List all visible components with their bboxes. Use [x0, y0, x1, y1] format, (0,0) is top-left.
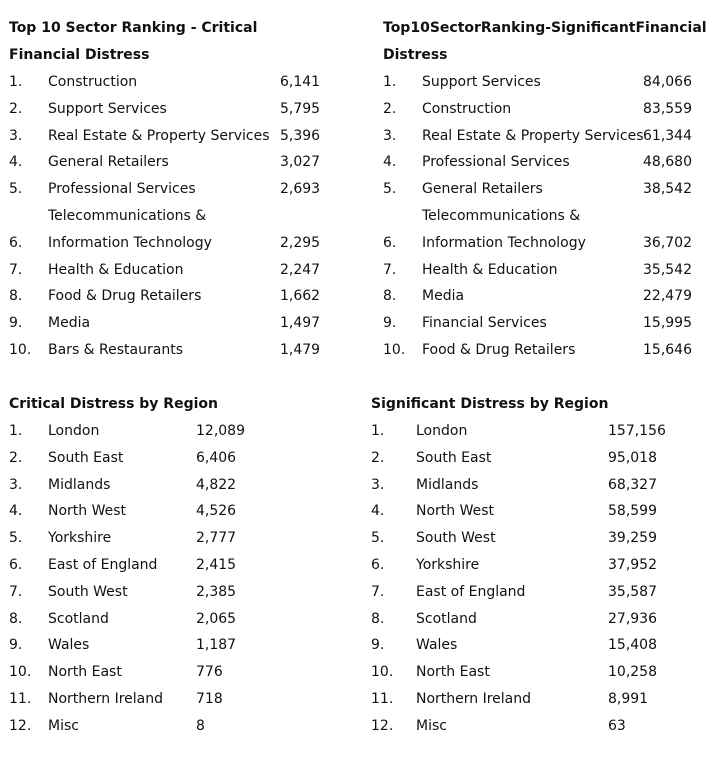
row-label: North East: [416, 664, 490, 681]
row-rank: 2.: [371, 449, 385, 466]
row-value: 1,662: [280, 288, 321, 305]
title-word: Financial: [635, 20, 707, 36]
row-rank: 9.: [9, 315, 23, 332]
row-rank: 12.: [371, 717, 394, 734]
row-label: South West: [416, 530, 496, 547]
row-rank: 7.: [371, 583, 385, 600]
row-rank: 8.: [9, 610, 23, 627]
row-label: Construction: [48, 74, 138, 90]
row-rank: 4.: [383, 154, 397, 171]
row-rank: 8.: [9, 288, 23, 305]
row-rank: 4.: [371, 503, 385, 520]
sector-critical-title-line2: Financial Distress: [9, 47, 150, 63]
row-value: 37,952: [608, 557, 657, 573]
sector-critical-title-line1: Top 10 Sector Ranking - Critical: [9, 20, 258, 36]
row-value: 36,702: [643, 234, 692, 251]
row-rank: 10.: [9, 342, 32, 358]
row-label: Real Estate & Property Services: [422, 127, 644, 144]
row-label: Misc: [416, 717, 447, 734]
row-value: 63: [608, 717, 626, 734]
row-rank: 5.: [9, 181, 23, 198]
row-label: Yorkshire: [48, 530, 112, 547]
row-value: 157,156: [608, 423, 666, 439]
row-label: Professional Services: [48, 181, 196, 198]
row-value: 2,247: [280, 261, 321, 278]
row-value: 6,141: [280, 74, 321, 90]
row-value: 15,408: [608, 637, 657, 654]
region-significant-section: [371, 391, 701, 751]
row-value: 1,187: [196, 637, 237, 654]
row-rank: 6.: [9, 557, 23, 573]
row-rank: 9.: [371, 637, 385, 654]
row-value: 27,936: [608, 610, 657, 627]
row-label: Food & Drug Retailers: [48, 288, 202, 305]
row-value: 95,018: [608, 449, 657, 466]
row-rank: 3.: [9, 127, 23, 144]
row-rank: 8.: [383, 288, 397, 305]
row-label: Midlands: [416, 476, 479, 493]
row-value: 5,396: [280, 127, 321, 144]
title-word: Top: [383, 20, 411, 36]
row-label: North West: [416, 503, 495, 520]
row-label: Information Technology: [422, 234, 586, 251]
row-label: East of England: [416, 583, 526, 600]
row-rank: 6.: [9, 234, 23, 251]
row-rank: 11.: [371, 691, 394, 707]
row-value: 6,406: [196, 449, 237, 466]
row-value: 58,599: [608, 503, 657, 520]
row-label-line1: Telecommunications &: [48, 208, 207, 224]
row-value: 2,065: [196, 610, 237, 627]
row-rank: 10.: [383, 342, 406, 358]
row-rank: 1.: [383, 74, 397, 90]
row-rank: 9.: [9, 637, 23, 654]
row-label: Real Estate & Property Services: [48, 127, 270, 144]
row-value: 2,777: [196, 530, 237, 547]
row-value: 10,258: [608, 664, 657, 681]
row-label: Northern Ireland: [48, 691, 164, 707]
row-rank: 2.: [9, 449, 23, 466]
row-value: 35,542: [643, 261, 692, 278]
sector-significant-title-line1: [383, 15, 706, 42]
row-value: 68,327: [608, 476, 657, 493]
row-label: North East: [48, 664, 122, 681]
row-label: Wales: [416, 637, 458, 654]
region-significant-title: Significant Distress by Region: [371, 396, 609, 412]
row-rank: 1.: [9, 74, 23, 90]
sector-significant-section: [383, 15, 713, 365]
row-value: 2,295: [280, 234, 321, 251]
row-value: 4,822: [196, 476, 237, 493]
row-rank: 3.: [371, 476, 385, 493]
row-rank: 10.: [371, 664, 394, 681]
row-value: 8,991: [608, 691, 649, 707]
row-rank: 4.: [9, 154, 23, 171]
row-rank: 10.: [9, 664, 32, 681]
title-word: Sector: [429, 20, 481, 36]
row-value: 15,995: [643, 315, 692, 332]
row-rank: 3.: [9, 476, 23, 493]
row-label: Health & Education: [48, 261, 184, 278]
row-rank: 7.: [9, 583, 23, 600]
row-label: Yorkshire: [416, 557, 480, 573]
row-value: 1,497: [280, 315, 321, 332]
row-value: 3,027: [280, 154, 321, 171]
row-label: South East: [48, 449, 124, 466]
title-word: Significant: [551, 20, 636, 36]
row-rank: 2.: [383, 100, 397, 117]
region-critical-title: Critical Distress by Region: [9, 396, 218, 412]
row-label: London: [416, 423, 468, 439]
row-label: South West: [48, 583, 128, 600]
row-label: Health & Education: [422, 261, 558, 278]
row-rank: 2.: [9, 100, 23, 117]
row-label: Professional Services: [422, 154, 570, 171]
row-label: South East: [416, 449, 492, 466]
row-label: General Retailers: [422, 181, 543, 198]
row-value: 39,259: [608, 530, 657, 547]
row-label: Midlands: [48, 476, 111, 493]
row-value: 22,479: [643, 288, 692, 305]
row-value: 5,795: [280, 100, 321, 117]
row-label: Wales: [48, 637, 90, 654]
row-value: 776: [196, 664, 223, 681]
row-label: East of England: [48, 557, 158, 573]
row-value: 2,385: [196, 583, 237, 600]
row-label: Financial Services: [422, 315, 547, 332]
row-value: 15,646: [643, 342, 692, 358]
row-value: 2,693: [280, 181, 321, 198]
row-rank: 9.: [383, 315, 397, 332]
row-rank: 7.: [9, 261, 23, 278]
title-word: Ranking: [480, 20, 546, 36]
sector-critical-section: [9, 15, 339, 365]
row-label: Construction: [422, 100, 512, 117]
row-value: 8: [196, 717, 205, 734]
row-label: Media: [48, 315, 91, 332]
row-rank: 3.: [383, 127, 397, 144]
row-value: 38,542: [643, 181, 692, 198]
row-label: Misc: [48, 717, 79, 734]
row-rank: 6.: [383, 234, 397, 251]
row-rank: 8.: [371, 610, 385, 627]
row-label: Bars & Restaurants: [48, 342, 183, 358]
row-value: 4,526: [196, 503, 237, 520]
row-label: Media: [422, 288, 465, 305]
row-rank: 12.: [9, 717, 32, 734]
row-label: London: [48, 423, 100, 439]
row-label: North West: [48, 503, 127, 520]
row-value: 48,680: [643, 154, 692, 171]
row-rank: 5.: [9, 530, 23, 547]
row-rank: 4.: [9, 503, 23, 520]
row-rank: 1.: [9, 423, 23, 439]
row-value: 84,066: [643, 74, 692, 90]
row-label: Support Services: [422, 74, 541, 90]
row-label: Food & Drug Retailers: [422, 342, 576, 358]
row-rank: 1.: [371, 423, 385, 439]
row-value: 2,415: [196, 557, 237, 573]
sector-significant-title-line2: Distress: [383, 47, 448, 63]
row-label: Northern Ireland: [416, 691, 532, 707]
row-rank: 5.: [371, 530, 385, 547]
row-label: General Retailers: [48, 154, 169, 171]
row-rank: 7.: [383, 261, 397, 278]
title-word: 10: [410, 20, 430, 36]
row-value: 61,344: [643, 127, 692, 144]
row-label: Scotland: [48, 610, 109, 627]
row-label: Information Technology: [48, 234, 212, 251]
row-value: 12,089: [196, 423, 245, 439]
row-rank: 11.: [9, 691, 32, 707]
row-value: 1,479: [280, 342, 321, 358]
row-value: 83,559: [643, 100, 692, 117]
row-label: Scotland: [416, 610, 477, 627]
region-critical-section: [9, 391, 339, 751]
row-rank: 5.: [383, 181, 397, 198]
title-word: -: [545, 20, 552, 36]
row-value: 35,587: [608, 583, 657, 600]
row-label: Support Services: [48, 100, 167, 117]
row-label-line1: Telecommunications &: [422, 208, 581, 224]
row-rank: 6.: [371, 557, 385, 573]
row-value: 718: [196, 691, 223, 707]
